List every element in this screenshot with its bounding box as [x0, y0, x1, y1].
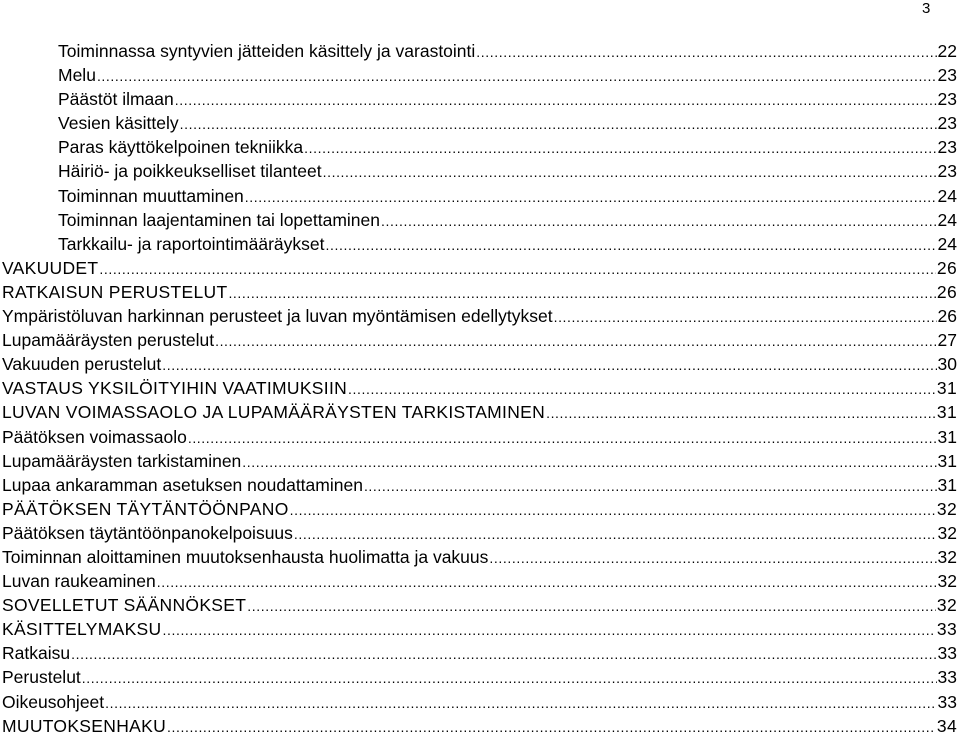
toc-entry-label: Päätöksen täytäntöönpanokelpoisuus: [2, 522, 293, 543]
toc-entry[interactable]: [2, 87, 957, 111]
toc-entry[interactable]: [2, 111, 957, 135]
toc-entry[interactable]: [2, 256, 957, 280]
toc-leader-dots: [489, 546, 936, 570]
toc-entry[interactable]: [2, 328, 957, 352]
toc-leader-dots: [188, 426, 937, 450]
toc-leader-dots: [304, 136, 936, 160]
toc-entry[interactable]: [2, 665, 957, 689]
toc-leader-dots: [215, 329, 936, 353]
toc-entry[interactable]: [2, 208, 957, 232]
toc-entry[interactable]: [2, 425, 957, 449]
toc-leader-dots: [180, 112, 937, 136]
toc-leader-dots: [228, 281, 935, 305]
toc-entry-page: 33: [937, 691, 957, 712]
toc-entry-label: MUUTOKSENHAKU: [2, 715, 167, 736]
toc-leader-dots: [554, 305, 937, 329]
toc-entry-page: 23: [937, 137, 957, 158]
toc-leader-dots: [294, 522, 937, 546]
toc-leader-dots: [71, 642, 936, 666]
toc-entry-label: Tarkkailu- ja raportointimääräykset: [58, 233, 325, 254]
toc-entry-page: 31: [937, 426, 957, 447]
toc-entry-label: Ympäristöluvan harkinnan perusteet ja luvan myöntämisen edellytykset: [2, 306, 553, 327]
toc-entry-page: 32: [936, 595, 957, 616]
toc-entry-label: VAKUUDET: [2, 257, 99, 278]
toc-entry-page: 26: [936, 281, 957, 302]
toc-leader-dots: [323, 160, 937, 184]
toc-entry-page: 24: [937, 185, 957, 206]
toc-entry[interactable]: [2, 641, 957, 665]
toc-entry-page: 32: [937, 571, 957, 592]
toc-leader-dots: [245, 185, 937, 209]
toc-entry[interactable]: [2, 473, 957, 497]
toc-entry[interactable]: [2, 593, 957, 617]
toc-entry[interactable]: [2, 159, 957, 183]
toc-entry-page: 26: [936, 257, 957, 278]
toc-entry[interactable]: [2, 63, 957, 87]
toc-entry[interactable]: [2, 545, 957, 569]
toc-entry-page: 33: [937, 643, 957, 664]
toc-entry-label: Lupamääräysten perustelut: [2, 330, 215, 351]
toc-entry-page: 30: [937, 354, 957, 375]
toc-entry-label: Toiminnan laajentaminen tai lopettaminen: [58, 209, 381, 230]
toc-entry-page: 22: [937, 41, 957, 61]
toc-entry-label: Luvan raukeaminen: [2, 571, 156, 592]
toc-entry-page: 23: [937, 113, 957, 134]
toc-leader-dots: [82, 666, 937, 690]
toc-leader-dots: [247, 594, 936, 618]
toc-entry-label: Toiminnan muuttaminen: [58, 185, 244, 206]
toc-entry-page: 33: [937, 667, 957, 688]
toc-leader-dots: [476, 40, 936, 64]
toc-entry[interactable]: [2, 690, 957, 714]
toc-leader-dots: [546, 401, 936, 425]
page-number: 3: [922, 0, 931, 17]
toc-leader-dots: [326, 233, 937, 257]
toc-entry-label: Ratkaisu: [2, 643, 71, 664]
toc-entry-page: 26: [937, 306, 957, 327]
toc-entry[interactable]: [2, 521, 957, 545]
toc-entry[interactable]: [2, 449, 957, 473]
toc-entry[interactable]: [2, 352, 957, 376]
toc-leader-dots: [348, 377, 936, 401]
toc-entry-page: 23: [937, 89, 957, 110]
toc-leader-dots: [175, 88, 937, 112]
toc-leader-dots: [105, 691, 936, 715]
toc-entry[interactable]: [2, 376, 957, 400]
toc-entry-label: PÄÄTÖKSEN TÄYTÄNTÖÖNPANO: [2, 498, 289, 519]
toc-leader-dots: [99, 257, 936, 281]
toc-entry[interactable]: [2, 39, 957, 63]
toc-entry-label: Lupaa ankaramman asetuksen noudattaminen: [2, 474, 363, 495]
toc-entry-page: 31: [936, 402, 957, 423]
toc-entry-page: 23: [937, 65, 957, 86]
toc-entry-page: 31: [936, 378, 957, 399]
toc-entry-label: LUVAN VOIMASSAOLO JA LUPAMÄÄRÄYSTEN TARKISTAMINEN: [2, 402, 546, 423]
toc-leader-dots: [162, 618, 935, 642]
toc-entry-label: Häiriö- ja poikkeukselliset tilanteet: [58, 161, 322, 182]
toc-entry-page: 33: [936, 619, 957, 640]
toc-leader-dots: [162, 353, 936, 377]
toc-entry-page: 24: [937, 209, 957, 230]
toc-leader-dots: [167, 715, 936, 739]
toc-entry-label: VASTAUS YKSILÖITYIHIN VAATIMUKSIIN: [2, 378, 348, 399]
toc-leader-dots: [242, 450, 936, 474]
toc-entry[interactable]: [2, 569, 957, 593]
toc-entry-label: Toiminnassa syntyvien jätteiden käsittely ja varastointi: [58, 41, 476, 61]
toc-leader-dots: [97, 64, 937, 88]
toc-entry-label: Vesien käsittely: [58, 113, 179, 134]
toc-entry[interactable]: [2, 280, 957, 304]
toc-entry-page: 23: [937, 161, 957, 182]
toc-entry[interactable]: [2, 714, 957, 738]
toc-entry-page: 24: [937, 233, 957, 254]
toc-entry[interactable]: [2, 184, 957, 208]
toc-entry[interactable]: [2, 617, 957, 641]
toc-entry-page: 34: [936, 715, 957, 736]
table-of-contents: [2, 39, 957, 738]
toc-entry-label: Oikeusohjeet: [2, 691, 105, 712]
toc-leader-dots: [381, 209, 937, 233]
toc-entry-page: 31: [937, 450, 957, 471]
toc-entry-label: Toiminnan aloittaminen muutoksenhausta huolimatta ja vakuus: [2, 546, 489, 567]
toc-entry-page: 31: [937, 474, 957, 495]
toc-leader-dots: [157, 570, 937, 594]
toc-entry[interactable]: [2, 497, 957, 521]
toc-entry-page: 27: [937, 330, 957, 351]
toc-entry-label: SOVELLETUT SÄÄNNÖKSET: [2, 595, 247, 616]
toc-entry-label: Paras käyttökelpoinen tekniikka: [58, 137, 304, 158]
toc-leader-dots: [364, 474, 937, 498]
toc-entry[interactable]: [2, 135, 957, 159]
toc-entry[interactable]: [2, 232, 957, 256]
toc-entry-label: Melu: [58, 65, 96, 86]
toc-entry-label: KÄSITTELYMAKSU: [2, 619, 162, 640]
toc-entry[interactable]: [2, 304, 957, 328]
toc-entry-page: 32: [937, 522, 957, 543]
toc-entry-label: Lupamääräysten tarkistaminen: [2, 450, 242, 471]
toc-entry[interactable]: [2, 400, 957, 424]
toc-entry-page: 32: [937, 546, 957, 567]
toc-entry-label: Vakuuden perustelut: [2, 354, 162, 375]
toc-entry-page: 32: [936, 498, 957, 519]
toc-entry-label: RATKAISUN PERUSTELUT: [2, 281, 228, 302]
toc-entry-label: Päätöksen voimassaolo: [2, 426, 187, 447]
toc-entry-label: Päästöt ilmaan: [58, 89, 174, 110]
toc-leader-dots: [290, 498, 936, 522]
toc-entry-label: Perustelut: [2, 667, 81, 688]
